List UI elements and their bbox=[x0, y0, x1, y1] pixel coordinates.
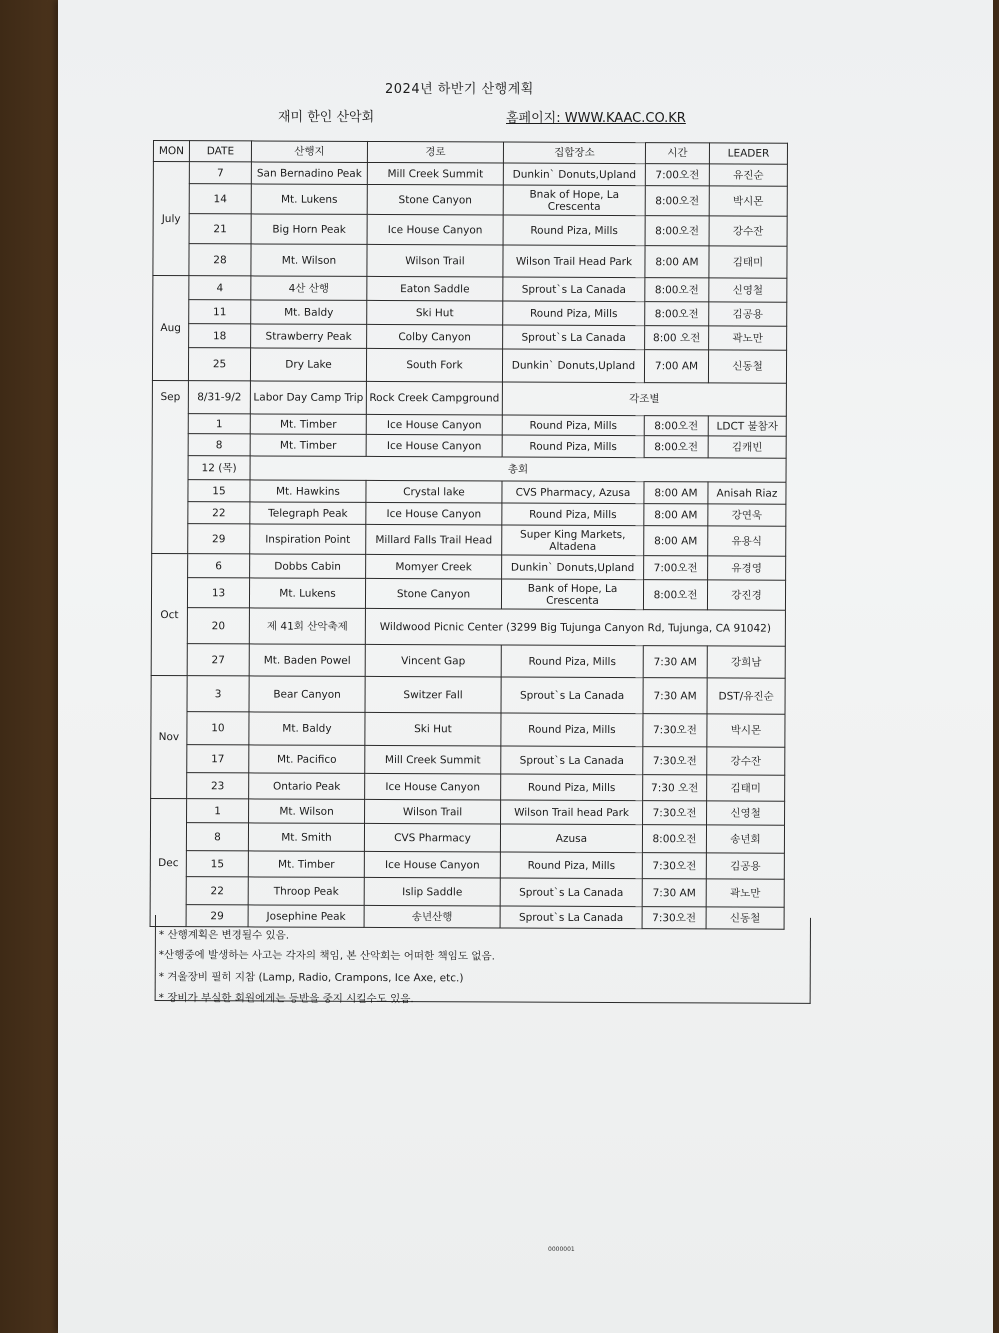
cell-route: Mill Creek Summit bbox=[365, 745, 501, 774]
note-line: * 장비가 부실한 회원에게는 등반을 중지 시킬수도 있음. bbox=[158, 992, 414, 1006]
cell-date: 10 bbox=[187, 712, 249, 745]
cell-leader: 박시몬 bbox=[707, 714, 785, 747]
table-row bbox=[151, 643, 785, 678]
table-row bbox=[151, 711, 785, 747]
table-row bbox=[152, 433, 786, 458]
cell-date: 21 bbox=[189, 214, 251, 244]
cell-place: Mt. Baldy bbox=[249, 712, 365, 746]
cell-leader: 김공용 bbox=[706, 853, 784, 879]
cell-date: 13 bbox=[187, 578, 249, 608]
cell-route: Ice House Canyon bbox=[364, 851, 500, 878]
cell-date: 27 bbox=[187, 644, 249, 676]
cell-meet: Azusa bbox=[500, 824, 642, 853]
cell-place: Inspiration Point bbox=[250, 524, 366, 555]
cell-date: 4 bbox=[189, 276, 251, 300]
table-row bbox=[152, 380, 786, 416]
table-row bbox=[153, 244, 787, 279]
cell-time: 8:00오전 bbox=[643, 580, 707, 610]
cell-meet: Round Piza, Mills bbox=[502, 435, 644, 458]
cell-place: Mt. Timber bbox=[250, 434, 366, 457]
cell-merged-note: 총회 bbox=[250, 456, 786, 482]
cell-route: Islip Saddle bbox=[364, 877, 500, 906]
col-header-time: 시간 bbox=[645, 143, 709, 164]
cell-place: Mt. Baden Powel bbox=[249, 644, 365, 677]
cell-time: 7:00오전 bbox=[644, 556, 708, 580]
cell-meet: Round Piza, Mills bbox=[503, 215, 645, 246]
cell-meet: Sprout`s La Canada bbox=[501, 746, 643, 775]
cell-leader: 강수잔 bbox=[709, 216, 787, 246]
cell-place: Mt. Wilson bbox=[251, 244, 367, 277]
table-row bbox=[151, 675, 785, 714]
cell-date: 8/31-9/2 bbox=[188, 381, 250, 414]
cell-place: Mt. Wilson bbox=[249, 799, 365, 824]
table-row bbox=[153, 214, 787, 247]
cell-place: Dry Lake bbox=[250, 348, 366, 382]
cell-date: 22 bbox=[186, 877, 248, 905]
cell-route: Ski Hut bbox=[365, 712, 501, 746]
note-line: * 겨울장비 필히 지참 (Lamp, Radio, Crampons, Ice Axe, etc.) bbox=[158, 971, 464, 985]
cell-place: Ontario Peak bbox=[249, 773, 365, 800]
cell-route: Colby Canyon bbox=[367, 324, 503, 349]
cell-place: San Bernadino Peak bbox=[251, 162, 367, 185]
cell-merged-note: 각조별 bbox=[502, 382, 786, 416]
cell-time: 7:30 AM bbox=[642, 879, 706, 907]
cell-date: 8 bbox=[188, 434, 250, 456]
cell-meet: Sprout`s La Canada bbox=[501, 677, 643, 714]
cell-meet: Dunkin` Donuts,Upland bbox=[502, 349, 644, 383]
cell-leader: 곽노만 bbox=[706, 879, 784, 907]
cell-leader: DST/유진순 bbox=[707, 678, 785, 714]
cell-meet: Round Piza, Mills bbox=[503, 301, 645, 326]
table-row bbox=[151, 607, 785, 646]
cell-place: Mt. Smith bbox=[248, 823, 364, 852]
month-label: Sep bbox=[152, 380, 189, 553]
cell-time: 8:00 AM bbox=[644, 482, 708, 504]
table-row bbox=[153, 324, 787, 351]
cell-leader: 곽노만 bbox=[709, 326, 787, 350]
cell-date: 1 bbox=[187, 799, 249, 823]
table-row bbox=[153, 162, 787, 187]
month-label: Dec bbox=[150, 798, 187, 926]
cell-route: Ski Hut bbox=[367, 300, 503, 325]
cell-meet: Wilson Trail Head Park bbox=[503, 245, 645, 278]
cell-route: 송년산행 bbox=[364, 905, 500, 928]
cell-time: 8:00오전 bbox=[645, 216, 709, 246]
cell-route: Crystal lake bbox=[366, 480, 502, 503]
cell-leader: 신영철 bbox=[709, 278, 787, 302]
table-row bbox=[152, 455, 786, 482]
cell-meet: Sprout`s La Canada bbox=[500, 906, 642, 929]
cell-place: Telegraph Peak bbox=[250, 502, 366, 525]
cell-route: Mill Creek Summit bbox=[367, 162, 503, 185]
cell-route: Ice House Canyon bbox=[366, 414, 502, 435]
cell-date: 3 bbox=[187, 676, 249, 712]
organization-name: 재미 한인 산악회 bbox=[278, 110, 375, 125]
cell-meet: Round Piza, Mills bbox=[502, 415, 644, 436]
cell-time: 8:00오전 bbox=[645, 278, 709, 302]
cell-place: 제 41회 산악축제 bbox=[249, 608, 365, 645]
cell-leader: 유용식 bbox=[708, 526, 786, 556]
month-label: Aug bbox=[152, 276, 188, 381]
table-row bbox=[151, 744, 785, 775]
table-row bbox=[151, 577, 785, 610]
cell-meet: Dunkin` Donuts,Upland bbox=[502, 555, 644, 580]
cell-route: Momyer Creek bbox=[366, 554, 502, 579]
cell-time: 7:30 AM bbox=[643, 678, 707, 714]
cell-route: Stone Canyon bbox=[365, 578, 501, 609]
notes-box bbox=[155, 915, 811, 1004]
table-row bbox=[150, 850, 784, 879]
cell-leader: 유경영 bbox=[708, 556, 786, 580]
cell-meet: Round Piza, Mills bbox=[501, 774, 643, 801]
cell-time: 7:00 AM bbox=[644, 350, 708, 383]
cell-leader: 유진순 bbox=[709, 164, 787, 186]
cell-date: 17 bbox=[187, 745, 249, 773]
cell-meet: Round Piza, Mills bbox=[500, 852, 642, 879]
cell-time: 7:30오전 bbox=[643, 801, 707, 825]
cell-leader: LDCT 불참자 bbox=[708, 416, 786, 436]
note-line: *산행중에 발생하는 사고는 각자의 책임, 본 산악회는 어떠한 책임도 없음. bbox=[158, 949, 495, 963]
table-row bbox=[152, 501, 786, 526]
cell-date: 22 bbox=[188, 502, 250, 524]
cell-route: Rock Creek Campground bbox=[366, 381, 502, 415]
cell-date: 20 bbox=[187, 608, 249, 644]
cell-meet: Bnak of Hope, La Crescenta bbox=[503, 185, 645, 216]
col-header-leader: LEADER bbox=[709, 143, 787, 164]
table-row bbox=[152, 479, 786, 504]
cell-meet: CVS Pharmacy, Azusa bbox=[502, 481, 644, 504]
cell-route: Wilson Trail bbox=[367, 244, 503, 277]
document-number: 0000001 bbox=[548, 1246, 575, 1253]
cell-date: 23 bbox=[187, 773, 249, 799]
cell-meet: Sprout`s La Canada bbox=[503, 325, 645, 350]
cell-meet: Wilson Trail head Park bbox=[501, 800, 643, 825]
cell-meet: Round Piza, Mills bbox=[501, 645, 643, 678]
cell-route: Vincent Gap bbox=[365, 644, 501, 677]
cell-place: Mt. Lukens bbox=[251, 184, 367, 215]
cell-meet: Bank of Hope, La Crescenta bbox=[501, 579, 643, 610]
cell-route: South Fork bbox=[366, 348, 502, 382]
page-title: 2024년 하반기 산행계획 bbox=[385, 82, 534, 97]
col-header-place: 산행지 bbox=[251, 141, 367, 163]
cell-date: 15 bbox=[188, 480, 250, 502]
note-line: * 산행계획은 변경될수 있음. bbox=[158, 929, 290, 942]
table-row bbox=[150, 876, 784, 907]
month-label: Oct bbox=[151, 553, 188, 675]
table-row bbox=[152, 523, 786, 556]
col-header-date: DATE bbox=[189, 141, 251, 162]
table-row bbox=[151, 798, 785, 825]
cell-date: 1 bbox=[188, 414, 250, 434]
cell-merged-note: Wildwood Picnic Center (3299 Big Tujunga Canyon Rd, Tujunga, CA 91042) bbox=[365, 608, 785, 646]
cell-route: Millard Falls Trail Head bbox=[366, 524, 502, 555]
table-row bbox=[153, 276, 787, 303]
cell-time: 7:30오전 bbox=[642, 907, 706, 929]
cell-route: Ice House Canyon bbox=[366, 434, 502, 457]
cell-time: 8:00 오전 bbox=[645, 326, 709, 350]
cell-time: 8:00오전 bbox=[642, 825, 706, 853]
cell-place: 4산 산행 bbox=[251, 276, 367, 301]
cell-time: 7:30오전 bbox=[643, 714, 707, 747]
cell-time: 8:00오전 bbox=[645, 186, 709, 216]
cell-date: 29 bbox=[186, 905, 248, 927]
col-header-mon: MON bbox=[153, 141, 189, 162]
month-label: Nov bbox=[151, 675, 188, 798]
cell-meet: Super King Markets, Altadena bbox=[502, 525, 644, 556]
cell-time: 8:00 AM bbox=[645, 246, 709, 278]
cell-place: Mt. Lukens bbox=[249, 578, 365, 609]
cell-place: Mt. Hawkins bbox=[250, 480, 366, 503]
cell-meet: Round Piza, Mills bbox=[501, 713, 643, 747]
cell-date: 8 bbox=[186, 823, 248, 851]
cell-route: Wilson Trail bbox=[365, 799, 501, 824]
cell-route: Eaton Saddle bbox=[367, 276, 503, 301]
schedule-table bbox=[150, 140, 788, 930]
homepage-url: 홈페이지: WWW.KAAC.CO.KR bbox=[506, 111, 686, 126]
month-label: July bbox=[153, 162, 189, 276]
cell-time: 7:30 오전 bbox=[643, 775, 707, 801]
cell-meet: Sprout`s La Canada bbox=[503, 277, 645, 302]
cell-leader: 신동철 bbox=[708, 350, 786, 383]
cell-leader: 강연욱 bbox=[708, 504, 786, 526]
cell-leader: 강희남 bbox=[707, 646, 785, 678]
cell-leader: Anisah Riaz bbox=[708, 482, 786, 504]
cell-time: 8:00오전 bbox=[645, 302, 709, 326]
table-row bbox=[151, 772, 785, 801]
cell-time: 8:00오전 bbox=[644, 416, 708, 436]
cell-time: 8:00오전 bbox=[644, 436, 708, 458]
cell-leader: 김태미 bbox=[709, 246, 787, 278]
table-row bbox=[152, 413, 786, 436]
cell-leader: 강수잔 bbox=[707, 747, 785, 775]
cell-date: 15 bbox=[186, 851, 248, 877]
cell-time: 7:30오전 bbox=[643, 747, 707, 775]
cell-route: Switzer Fall bbox=[365, 676, 501, 713]
cell-time: 7:00오전 bbox=[645, 164, 709, 186]
cell-date: 29 bbox=[188, 524, 250, 554]
table-row bbox=[152, 553, 786, 580]
cell-place: Big Horn Peak bbox=[251, 214, 367, 245]
cell-route: Stone Canyon bbox=[367, 184, 503, 215]
col-header-route: 경로 bbox=[367, 141, 503, 163]
cell-place: Mt. Baldy bbox=[251, 300, 367, 325]
table-row bbox=[152, 348, 786, 384]
cell-date: 7 bbox=[189, 162, 251, 184]
table-row bbox=[153, 300, 787, 327]
cell-time: 7:30오전 bbox=[642, 853, 706, 879]
cell-place: Josephine Peak bbox=[248, 905, 364, 928]
cell-leader: 신동철 bbox=[706, 907, 784, 929]
cell-date: 11 bbox=[189, 300, 251, 324]
cell-date: 12 (목) bbox=[188, 456, 250, 480]
cell-date: 28 bbox=[189, 244, 251, 276]
cell-time: 8:00 AM bbox=[644, 504, 708, 526]
cell-leader: 송년회 bbox=[706, 825, 784, 853]
cell-date: 18 bbox=[189, 324, 251, 348]
cell-leader: 김공용 bbox=[709, 302, 787, 326]
cell-place: Mt. Timber bbox=[248, 851, 364, 878]
cell-place: Throop Peak bbox=[248, 877, 364, 906]
cell-meet: Sprout`s La Canada bbox=[500, 878, 642, 907]
cell-meet: Round Piza, Mills bbox=[502, 503, 644, 526]
cell-place: Dobbs Cabin bbox=[250, 554, 366, 579]
cell-date: 14 bbox=[189, 184, 251, 214]
cell-leader: 김태미 bbox=[707, 775, 785, 801]
cell-leader: 강진경 bbox=[707, 580, 785, 610]
cell-route: Ice House Canyon bbox=[367, 214, 503, 245]
cell-meet: Dunkin` Donuts,Upland bbox=[503, 163, 645, 186]
cell-route: Ice House Canyon bbox=[365, 773, 501, 800]
table-row bbox=[153, 184, 787, 217]
cell-time: 8:00 AM bbox=[644, 526, 708, 556]
col-header-meeting-place: 집합장소 bbox=[503, 142, 645, 164]
table-header-row bbox=[153, 141, 787, 165]
cell-route: CVS Pharmacy bbox=[364, 823, 500, 852]
cell-place: Labor Day Camp Trip bbox=[250, 381, 366, 415]
cell-date: 25 bbox=[188, 348, 250, 381]
cell-place: Mt. Timber bbox=[250, 414, 366, 435]
table-row bbox=[150, 822, 784, 853]
cell-route: Ice House Canyon bbox=[366, 502, 502, 525]
cell-place: Mt. Pacifico bbox=[249, 745, 365, 774]
cell-leader: 박시몬 bbox=[709, 186, 787, 216]
cell-place: Strawberry Peak bbox=[251, 324, 367, 349]
cell-date: 6 bbox=[188, 554, 250, 578]
cell-place: Bear Canyon bbox=[249, 676, 365, 713]
cell-time: 7:30 AM bbox=[643, 646, 707, 678]
cell-leader: 김캐빈 bbox=[708, 436, 786, 458]
cell-leader: 신영철 bbox=[707, 801, 785, 825]
